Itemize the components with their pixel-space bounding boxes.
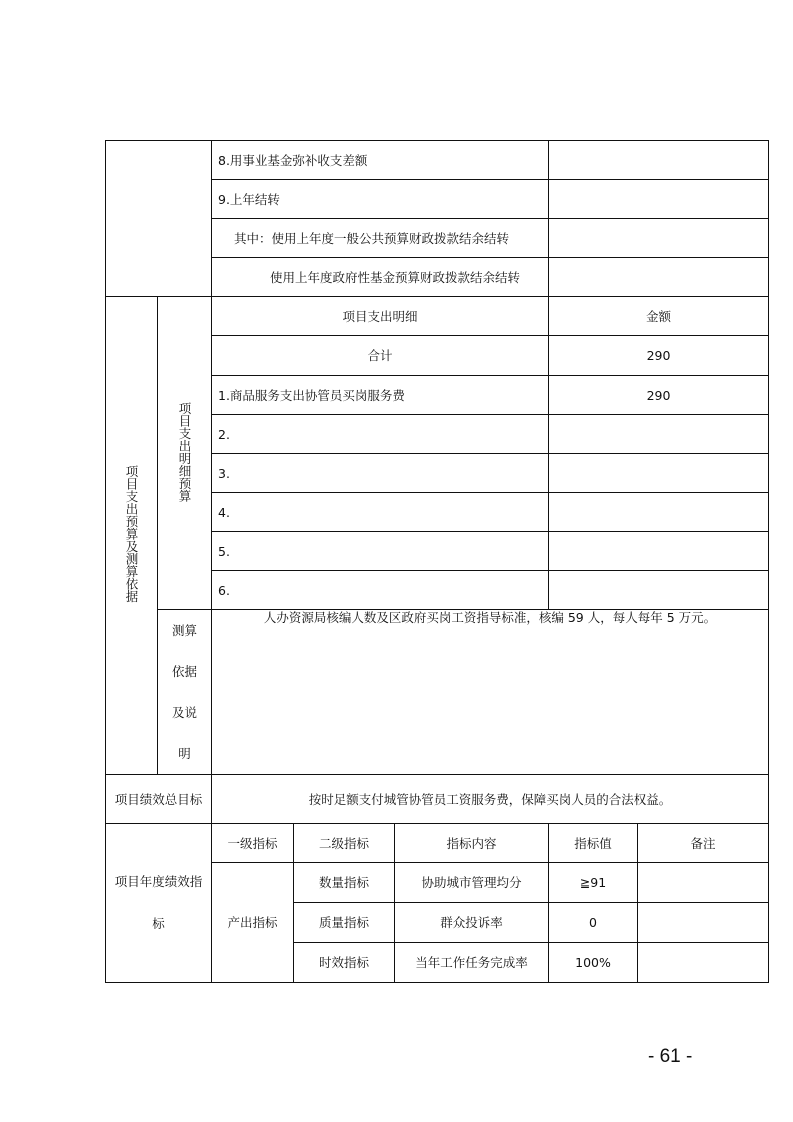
detail-item-name: 1.商品服务支出协管员买岗服务费 — [212, 376, 549, 415]
detail-header-amount: 金额 — [549, 297, 769, 336]
detail-item-amount — [549, 493, 769, 532]
indicator-note — [638, 863, 769, 903]
detail-item-amount — [549, 454, 769, 493]
detail-item-name: 6. — [212, 571, 549, 610]
detail-item-amount — [549, 571, 769, 610]
indicator-header: 二级指标 — [294, 824, 395, 863]
detail-item-amount — [549, 415, 769, 454]
detail-item-name: 3. — [212, 454, 549, 493]
indicator-level2: 时效指标 — [294, 943, 395, 983]
goal-label: 项目绩效总目标 — [106, 775, 212, 824]
funding-row — [106, 141, 769, 180]
basis-label-line: 明 — [178, 746, 191, 761]
goal-row — [106, 775, 769, 824]
indicator-note — [638, 903, 769, 943]
indicator-level2: 质量指标 — [294, 903, 395, 943]
goal-text: 按时足额支付城管协管员工资服务费，保障买岗人员的合法权益。 — [212, 775, 769, 824]
basis-label-line: 测算 — [171, 623, 197, 638]
indicator-note — [638, 943, 769, 983]
indicator-content: 当年工作任务完成率 — [395, 943, 549, 983]
detail-item-amount: 290 — [549, 376, 769, 415]
detail-budget-label — [158, 297, 212, 610]
detail-item-name: 4. — [212, 493, 549, 532]
expenditure-section-text: 项目支出预算及测算依据 — [124, 465, 139, 603]
indicator-value: 0 — [549, 903, 638, 943]
funding-label: 其中：使用上年度一般公共预算财政拨款结余结转 — [212, 219, 549, 258]
basis-label — [158, 610, 212, 775]
funding-label: 8.用事业基金弥补收支差额 — [212, 141, 549, 180]
detail-item-amount — [549, 532, 769, 571]
budget-table — [105, 140, 769, 983]
indicator-content: 协助城市管理均分 — [395, 863, 549, 903]
indicator-level1: 产出指标 — [212, 863, 294, 983]
detail-item-name: 2. — [212, 415, 549, 454]
indicator-value: ≧91 — [549, 863, 638, 903]
indicator-level2: 数量指标 — [294, 863, 395, 903]
funding-blank-cell — [106, 141, 212, 297]
detail-header-row — [106, 297, 769, 336]
indicators-label-text: 项目年度绩效指标 — [114, 874, 203, 931]
indicator-header: 一级指标 — [212, 824, 294, 863]
indicator-content: 群众投诉率 — [395, 903, 549, 943]
funding-amount — [549, 258, 769, 297]
indicator-header-row — [106, 824, 769, 863]
funding-label: 使用上年度政府性基金预算财政拨款结余结转 — [212, 258, 549, 297]
detail-budget-text: 项目支出明细预算 — [177, 401, 192, 502]
detail-item-name: 5. — [212, 532, 549, 571]
indicator-header: 备注 — [638, 824, 769, 863]
funding-amount — [549, 180, 769, 219]
basis-label-line: 及说 — [171, 705, 197, 720]
indicator-value: 100% — [549, 943, 638, 983]
page-number: - 61 - — [648, 1046, 693, 1067]
indicators-label — [106, 824, 212, 983]
funding-amount — [549, 219, 769, 258]
basis-label-line: 依据 — [171, 664, 197, 679]
expenditure-section-label — [106, 297, 158, 775]
funding-label: 9.上年结转 — [212, 180, 549, 219]
indicator-header: 指标值 — [549, 824, 638, 863]
basis-row — [106, 610, 769, 775]
detail-header-item: 项目支出明细 — [212, 297, 549, 336]
funding-amount — [549, 141, 769, 180]
indicator-header: 指标内容 — [395, 824, 549, 863]
total-amount: 290 — [549, 336, 769, 376]
basis-text: 人办资源局核编人数及区政府买岗工资指导标准，核编 59 人，每人每年 5 万元。 — [212, 610, 769, 775]
total-label: 合计 — [212, 336, 549, 376]
